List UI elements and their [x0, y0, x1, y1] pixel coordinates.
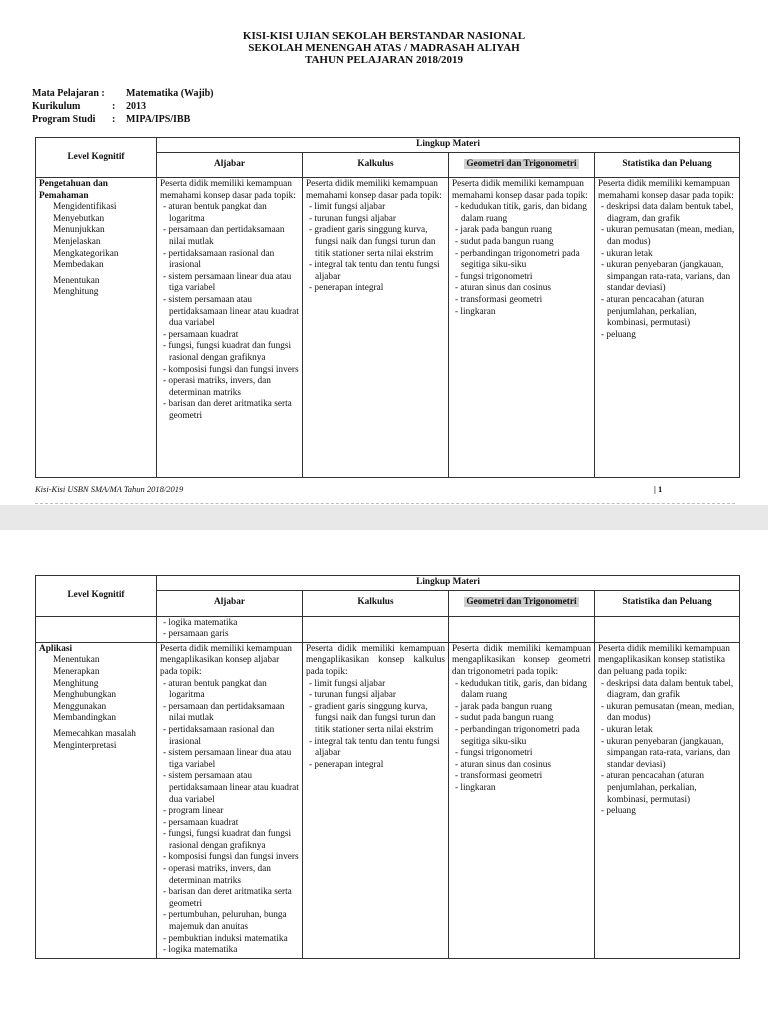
lingkup-materi-header: Lingkup Materi — [157, 576, 740, 591]
topic-item: - persamaan dan pertidaksamaan nilai mutlak — [163, 225, 285, 247]
page-number: | 1 — [654, 484, 663, 494]
topic-item: - sistem persamaan atau pertidaksamaan linear atau kuadrat dua variabel — [163, 771, 299, 805]
topic-item: - limit fungsi aljabar — [309, 202, 386, 213]
topic-item: - perbandingan trigonometri pada segitiga siku-siku — [455, 724, 580, 747]
topic-item: - perbandingan trigonometri pada segitiga siku-siku — [455, 248, 580, 271]
meta-key: Program Studi — [32, 114, 96, 125]
topic-item: - kedudukan titik, garis, dan bidang dalam ruang — [455, 678, 587, 701]
topic-item: - persamaan dan pertidaksamaan nilai mutlak — [163, 701, 285, 724]
topic-item: - pertidaksamaan rasional dan irasional — [163, 248, 275, 271]
topic-item: - aturan sinus dan cosinus — [455, 283, 552, 294]
statistika-cell — [595, 178, 740, 478]
topic-item: - fungsi trigonometri — [455, 271, 533, 282]
col-header-aljabar: Aljabar — [157, 590, 303, 616]
topic-item: - operasi matriks, invers, dan determinan matriks — [163, 376, 271, 398]
meta-row — [32, 87, 214, 100]
topic-item: - deskripsi data dalam bentuk tabel, diagram, dan grafik — [601, 202, 734, 224]
carry-statistika-cell — [595, 616, 740, 642]
topic-item: - aturan pencacahan (aturan penjumlahan, perkalian, kombinasi, permutasi) — [601, 771, 704, 805]
topic-item: - pertumbuhan, peluruhan, bunga majemuk dan anuitas — [163, 910, 287, 933]
meta-colon: : — [112, 114, 116, 125]
cell-intro: Peserta didik memiliki kemampuan memahami konsep dasar pada topik: — [306, 179, 442, 201]
carry-kalkulus-cell — [303, 616, 449, 642]
meta-colon: : — [112, 101, 116, 112]
topic-item: - gradient garis singgung kurva, fungsi naik dan fungsi turun dan titik stationer serta nilai ekstrim — [309, 225, 436, 259]
kalkulus-cell — [303, 642, 449, 958]
topic-item: - transformasi geometri — [455, 294, 543, 305]
geometri-cell — [449, 642, 595, 958]
meta-value: MIPA/IPS/IBB — [126, 114, 191, 125]
verb-item: Menginterpretasi — [53, 740, 117, 751]
topic-item: - persamaan garis — [163, 629, 229, 640]
document-page-2 — [0, 530, 768, 1024]
lingkup-materi-header: Lingkup Materi — [157, 138, 740, 153]
topic-item: - persamaan kuadrat — [163, 329, 239, 340]
verb-item: Menentukan — [53, 275, 100, 286]
aljabar-cell — [157, 642, 303, 958]
col-header-statistika: Statistika dan Peluang — [595, 590, 740, 616]
topic-item: - lingkaran — [455, 306, 496, 317]
topic-item: - program linear — [163, 806, 224, 817]
header-line-1: KISI-KISI UJIAN SEKOLAH BERSTANDAR NASIONAL — [242, 30, 526, 42]
col-header-geometri — [449, 590, 595, 616]
topic-item: - ukuran penyebaran (jangkauan, simpangan rata-rata, varians, dan standar deviasi) — [601, 736, 731, 770]
topic-item: - kedudukan titik, garis, dan bidang dalam ruang — [455, 202, 587, 224]
document-header — [0, 30, 768, 66]
topic-item: - limit fungsi aljabar — [309, 678, 386, 689]
topic-item: - transformasi geometri — [455, 771, 543, 782]
topic-item: - komposisi fungsi dan fungsi invers — [163, 364, 299, 375]
meta-key: Mata Pelajaran : — [32, 88, 105, 99]
topic-item: - fungsi trigonometri — [455, 748, 533, 759]
topic-item: - sistem persamaan linear dua atau tiga variabel — [163, 748, 292, 770]
topic-item: - persamaan kuadrat — [163, 817, 239, 828]
topic-item: - lingkaran — [455, 782, 496, 793]
meta-value: Matematika (Wajib) — [126, 88, 214, 99]
topic-item: - barisan dan deret aritmatika serta geometri — [163, 399, 292, 421]
header-line-2: SEKOLAH MENENGAH ATAS / MADRASAH ALIYAH — [248, 42, 520, 54]
meta-key: Kurikulum — [32, 101, 81, 112]
col-header-kalkulus: Kalkulus — [303, 153, 449, 178]
verb-list — [39, 202, 153, 299]
level-title: Pengetahuan dan Pemahaman — [39, 179, 108, 201]
verb-item: Mengkategorikan — [53, 248, 119, 259]
level-title: Aplikasi — [39, 643, 73, 654]
topic-item: - ukuran penyebaran (jangkauan, simpangan rata-rata, varians, dan standar deviasi) — [601, 260, 731, 294]
cell-intro: Peserta didik memiliki kemampuan memahami konsep dasar pada topik: — [598, 179, 734, 201]
col-header-statistika: Statistika dan Peluang — [595, 153, 740, 178]
topic-item: - sistem persamaan linear dua atau tiga variabel — [163, 271, 292, 294]
topic-item: - turunan fungsi aljabar — [309, 690, 397, 701]
meta-row — [32, 100, 214, 113]
verb-item: Menentukan — [53, 655, 100, 666]
topic-item: - ukuran pemusatan (mean, median, dan modus) — [601, 225, 735, 247]
topic-item: - ukuran letak — [601, 724, 653, 735]
document-meta — [32, 87, 214, 126]
topic-item: - logika matematika — [163, 945, 238, 956]
verb-item: Membandingkan — [53, 713, 116, 724]
meta-colon — [112, 87, 126, 100]
level-kognitif-header: Level Kognitif — [36, 576, 157, 617]
topic-item: - peluang — [601, 329, 636, 340]
topic-item: - deskripsi data dalam bentuk tabel, diagram, dan grafik — [601, 678, 734, 701]
carry-geometri-cell — [449, 616, 595, 642]
topic-item: - aturan sinus dan cosinus — [455, 759, 552, 770]
meta-value: 2013 — [126, 101, 146, 112]
kalkulus-cell — [303, 178, 449, 478]
topic-item: - pembuktian induksi matematika — [163, 933, 288, 944]
topic-item: - penerapan integral — [309, 283, 384, 294]
verb-item: Menghitung — [53, 678, 99, 689]
col-header-kalkulus: Kalkulus — [303, 590, 449, 616]
cell-intro: Peserta didik memiliki kemampuan memahami konsep dasar pada topik: — [160, 179, 296, 201]
statistika-cell — [595, 642, 740, 958]
cell-intro: Peserta didik memiliki kemampuan mengaplikasikan konsep kalkulus pada topik: — [306, 643, 445, 677]
topic-item: - aturan pencacahan (aturan penjumlahan, perkalian, kombinasi, permutasi) — [601, 294, 704, 329]
verb-item: Memecahkan masalah — [53, 728, 136, 739]
topic-item: - gradient garis singgung kurva, fungsi naik dan fungsi turun dan titik stationer serta nilai ekstrim — [309, 701, 436, 735]
verb-item: Menggunakan — [53, 701, 107, 712]
col-header-geometri-label: Geometri dan Trigonometri — [466, 159, 577, 170]
verb-item: Membedakan — [53, 260, 104, 271]
page-divider — [35, 503, 735, 504]
topic-item: - sudut pada bangun ruang — [455, 713, 554, 724]
col-header-geometri — [449, 153, 595, 178]
carry-level-cell — [36, 616, 157, 642]
topic-item: - integral tak tentu dan tentu fungsi aljabar — [309, 736, 440, 759]
topic-item: - sistem persamaan atau pertidaksamaan linear atau kuadrat dua variabel — [163, 294, 299, 329]
cell-intro: Peserta didik memiliki kemampuan mengaplikasikan konsep aljabar pada topik: — [160, 643, 292, 677]
kisi-kisi-table-page-2 — [35, 575, 740, 959]
topic-item: - komposisi fungsi dan fungsi invers — [163, 852, 299, 863]
page-footer: Kisi-Kisi USBN SMA/MA Tahun 2018/2019 — [35, 484, 184, 494]
topic-item: - peluang — [601, 806, 636, 817]
topic-item: - fungsi, fungsi kuadrat dan fungsi rasional dengan grafiknya — [163, 829, 292, 851]
cell-intro: Peserta didik memiliki kemampuan mengaplikasikan konsep statistika dan peluang pada topik: — [598, 643, 730, 677]
cell-intro: Peserta didik memiliki kemampuan mengaplikasikan konsep geometri dan trigonometri pada topik: — [452, 643, 591, 677]
cell-intro: Peserta didik memiliki kemampuan memahami konsep dasar pada topik: — [452, 179, 588, 201]
topic-item: - aturan bentuk pangkat dan logaritma — [163, 678, 267, 701]
geometri-cell — [449, 178, 595, 478]
verb-list — [39, 655, 153, 752]
topic-item: - barisan dan deret aritmatika serta geometri — [163, 887, 292, 909]
col-header-aljabar: Aljabar — [157, 153, 303, 178]
verb-item: Menunjukkan — [53, 225, 105, 236]
verb-item: Menghitung — [53, 287, 99, 298]
topic-item: - integral tak tentu dan tentu fungsi aljabar — [309, 260, 440, 282]
verb-item: Mengidentifikasi — [53, 202, 117, 213]
level-kognitif-header: Level Kognitif — [36, 138, 157, 178]
aljabar-cell — [157, 178, 303, 478]
topic-item: - penerapan integral — [309, 759, 384, 770]
carry-aljabar-cell — [157, 616, 303, 642]
topic-item: - logika matematika — [163, 617, 238, 628]
meta-row — [32, 113, 214, 126]
topic-item: - jarak pada bangun ruang — [455, 225, 553, 236]
level-cell — [36, 178, 157, 478]
col-header-geometri-label: Geometri dan Trigonometri — [466, 597, 577, 608]
verb-item: Menerapkan — [53, 666, 100, 677]
level-cell — [36, 642, 157, 958]
topic-item: - ukuran pemusatan (mean, median, dan modus) — [601, 701, 735, 724]
topic-item: - pertidaksamaan rasional dan irasional — [163, 724, 275, 747]
topic-item: - aturan bentuk pangkat dan logaritma — [163, 202, 267, 224]
verb-item: Menghubungkan — [53, 690, 117, 701]
kisi-kisi-table-page-1 — [35, 137, 740, 478]
topic-item: - jarak pada bangun ruang — [455, 701, 553, 712]
verb-item: Menjelaskan — [53, 236, 101, 247]
header-line-3: TAHUN PELAJARAN 2018/2019 — [304, 54, 464, 66]
topic-item: - operasi matriks, invers, dan determinan matriks — [163, 864, 271, 886]
topic-item: - ukuran letak — [601, 248, 653, 259]
topic-item: - fungsi, fungsi kuadrat dan fungsi rasional dengan grafiknya — [163, 341, 292, 363]
verb-item: Menyebutkan — [53, 213, 105, 224]
topic-item: - sudut pada bangun ruang — [455, 236, 554, 247]
topic-item: - turunan fungsi aljabar — [309, 213, 397, 224]
document-page-1 — [0, 0, 768, 505]
